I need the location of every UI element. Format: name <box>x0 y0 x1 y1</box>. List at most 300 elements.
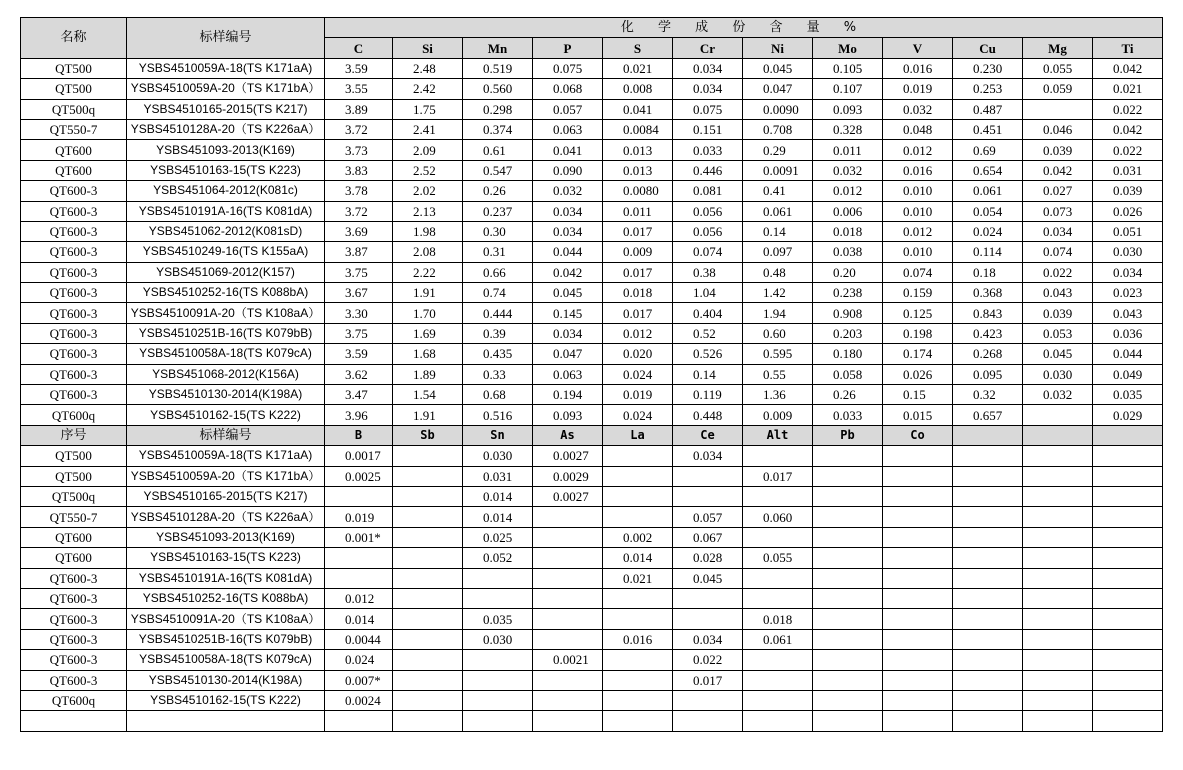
value-cell: 2.13 <box>393 201 463 221</box>
value-cell: 0.41 <box>743 181 813 201</box>
value-cell: 0.049 <box>1093 364 1163 384</box>
sample-code-cell: YSBS451062-2012(K081sD) <box>127 221 325 241</box>
value-cell: 0.032 <box>1023 385 1093 405</box>
value-cell <box>533 568 603 588</box>
value-cell <box>533 690 603 710</box>
value-cell: 0.15 <box>883 385 953 405</box>
value-cell: 3.30 <box>325 303 393 323</box>
header-code-2: 标样编号 <box>127 425 325 445</box>
value-cell: 0.055 <box>1023 58 1093 78</box>
value-cell: 1.69 <box>393 323 463 343</box>
value-cell: 0.29 <box>743 140 813 160</box>
value-cell: 3.83 <box>325 160 393 180</box>
value-cell <box>813 507 883 527</box>
value-cell: 0.032 <box>883 99 953 119</box>
value-cell <box>463 670 533 690</box>
element-header-mo: Mo <box>813 38 883 58</box>
value-cell: 0.075 <box>673 99 743 119</box>
grade-cell: QT600-3 <box>21 609 127 629</box>
value-cell: 0.26 <box>813 385 883 405</box>
blank-row <box>21 711 1163 731</box>
value-cell: 0.444 <box>463 303 533 323</box>
value-cell: 0.125 <box>883 303 953 323</box>
value-cell: 0.0080 <box>603 181 673 201</box>
empty-cell <box>325 711 393 731</box>
value-cell: 0.093 <box>533 405 603 425</box>
value-cell: 1.75 <box>393 99 463 119</box>
grade-cell: QT600-3 <box>21 629 127 649</box>
value-cell: 0.019 <box>603 385 673 405</box>
value-cell: 1.98 <box>393 221 463 241</box>
value-cell: 0.074 <box>673 242 743 262</box>
value-cell <box>1023 670 1093 690</box>
grade-cell: QT600-3 <box>21 588 127 608</box>
value-cell <box>463 690 533 710</box>
value-cell <box>1023 446 1093 466</box>
value-cell <box>673 588 743 608</box>
table-row <box>21 58 1163 78</box>
value-cell: 2.22 <box>393 262 463 282</box>
sample-code-cell: YSBS4510252-16(TS K088bA) <box>127 588 325 608</box>
value-cell: 0.009 <box>743 405 813 425</box>
empty-cell <box>953 711 1023 731</box>
value-cell: 0.298 <box>463 99 533 119</box>
value-cell: 0.042 <box>1093 119 1163 139</box>
grade-cell: QT600-3 <box>21 262 127 282</box>
value-cell <box>1023 609 1093 629</box>
value-cell: 0.017 <box>603 303 673 323</box>
empty-cell <box>463 711 533 731</box>
grade-cell: QT500 <box>21 58 127 78</box>
table-row <box>21 629 1163 649</box>
value-cell: 0.30 <box>463 221 533 241</box>
value-cell <box>533 629 603 649</box>
value-cell: 0.657 <box>953 405 1023 425</box>
table-row <box>21 446 1163 466</box>
value-cell: 0.026 <box>1093 201 1163 221</box>
value-cell <box>813 568 883 588</box>
value-cell: 0.057 <box>533 99 603 119</box>
value-cell: 0.843 <box>953 303 1023 323</box>
value-cell: 0.20 <box>813 262 883 282</box>
empty-cell <box>673 711 743 731</box>
grade-cell: QT500 <box>21 79 127 99</box>
value-cell: 0.268 <box>953 344 1023 364</box>
value-cell: 0.74 <box>463 283 533 303</box>
value-cell: 0.016 <box>883 58 953 78</box>
value-cell: 1.70 <box>393 303 463 323</box>
value-cell: 0.61 <box>463 140 533 160</box>
table-row <box>21 303 1163 323</box>
value-cell <box>1093 466 1163 486</box>
value-cell: 0.054 <box>953 201 1023 221</box>
value-cell: 0.019 <box>325 507 393 527</box>
value-cell: 0.595 <box>743 344 813 364</box>
value-cell: 0.014 <box>463 486 533 506</box>
value-cell <box>1093 446 1163 466</box>
value-cell: 3.59 <box>325 58 393 78</box>
table-row <box>21 466 1163 486</box>
value-cell: 0.022 <box>673 650 743 670</box>
value-cell: 0.31 <box>463 242 533 262</box>
sample-code-cell: YSBS4510058A-18(TS K079cA) <box>127 344 325 364</box>
table-body-blank <box>21 711 1163 731</box>
value-cell: 0.074 <box>883 262 953 282</box>
value-cell: 0.0090 <box>743 99 813 119</box>
value-cell: 0.448 <box>673 405 743 425</box>
grade-cell: QT600-3 <box>21 303 127 323</box>
element-header-la: La <box>603 425 673 445</box>
value-cell <box>533 588 603 608</box>
value-cell: 0.016 <box>883 160 953 180</box>
value-cell: 3.72 <box>325 119 393 139</box>
value-cell: 0.047 <box>533 344 603 364</box>
value-cell: 3.55 <box>325 79 393 99</box>
value-cell: 2.42 <box>393 79 463 99</box>
table-row <box>21 181 1163 201</box>
element-header-si: Si <box>393 38 463 58</box>
value-cell: 0.045 <box>673 568 743 588</box>
value-cell <box>953 690 1023 710</box>
value-cell: 0.039 <box>1023 140 1093 160</box>
value-cell <box>393 670 463 690</box>
grade-cell: QT600-3 <box>21 242 127 262</box>
value-cell: 0.013 <box>603 140 673 160</box>
value-cell <box>743 670 813 690</box>
value-cell <box>673 690 743 710</box>
value-cell: 0.036 <box>1093 323 1163 343</box>
value-cell: 3.96 <box>325 405 393 425</box>
grade-cell: QT500 <box>21 466 127 486</box>
sample-code-cell: YSBS4510059A-20（TS K171bA） <box>127 79 325 99</box>
value-cell <box>1023 629 1093 649</box>
value-cell <box>813 548 883 568</box>
value-cell <box>463 588 533 608</box>
sample-code-cell: YSBS4510059A-18(TS K171aA) <box>127 58 325 78</box>
value-cell <box>393 609 463 629</box>
value-cell <box>883 548 953 568</box>
value-cell <box>673 486 743 506</box>
value-cell: 0.107 <box>813 79 883 99</box>
value-cell <box>393 690 463 710</box>
value-cell: 0.114 <box>953 242 1023 262</box>
table-row <box>21 588 1163 608</box>
value-cell: 0.487 <box>953 99 1023 119</box>
value-cell <box>813 650 883 670</box>
value-cell: 0.237 <box>463 201 533 221</box>
value-cell: 0.159 <box>883 283 953 303</box>
value-cell <box>953 486 1023 506</box>
value-cell: 0.013 <box>603 160 673 180</box>
value-cell: 0.039 <box>1023 303 1093 323</box>
sample-code-cell: YSBS4510130-2014(K198A) <box>127 670 325 690</box>
sample-code-cell: YSBS4510128A-20（TS K226aA） <box>127 119 325 139</box>
table-row <box>21 650 1163 670</box>
value-cell <box>883 507 953 527</box>
grade-cell: QT550-7 <box>21 507 127 527</box>
value-cell: 1.91 <box>393 283 463 303</box>
sample-code-cell: YSBS4510165-2015(TS K217) <box>127 486 325 506</box>
grade-cell: QT600 <box>21 527 127 547</box>
value-cell: 2.48 <box>393 58 463 78</box>
grade-cell: QT550-7 <box>21 119 127 139</box>
value-cell <box>325 568 393 588</box>
value-cell <box>393 568 463 588</box>
value-cell <box>813 670 883 690</box>
value-cell <box>813 527 883 547</box>
value-cell <box>1093 650 1163 670</box>
value-cell: 0.203 <box>813 323 883 343</box>
value-cell <box>1093 588 1163 608</box>
value-cell <box>393 466 463 486</box>
grade-cell: QT500 <box>21 446 127 466</box>
value-cell: 0.021 <box>603 58 673 78</box>
value-cell: 0.026 <box>883 364 953 384</box>
value-cell: 3.75 <box>325 262 393 282</box>
sample-code-cell: YSBS4510059A-20（TS K171bA） <box>127 466 325 486</box>
value-cell: 0.0084 <box>603 119 673 139</box>
value-cell <box>1093 527 1163 547</box>
value-cell: 1.36 <box>743 385 813 405</box>
value-cell <box>463 568 533 588</box>
value-cell: 0.059 <box>1023 79 1093 99</box>
sample-code-cell: YSBS4510191A-16(TS K081dA) <box>127 201 325 221</box>
value-cell <box>1023 548 1093 568</box>
sample-code-cell: YSBS4510165-2015(TS K217) <box>127 99 325 119</box>
header-seq: 序号 <box>21 425 127 445</box>
value-cell: 3.67 <box>325 283 393 303</box>
value-cell: 0.067 <box>673 527 743 547</box>
value-cell: 0.034 <box>673 58 743 78</box>
value-cell <box>1093 507 1163 527</box>
value-cell: 0.018 <box>743 609 813 629</box>
grade-cell: QT600-3 <box>21 181 127 201</box>
value-cell <box>393 650 463 670</box>
value-cell <box>813 629 883 649</box>
value-cell: 0.180 <box>813 344 883 364</box>
value-cell: 0.039 <box>1093 181 1163 201</box>
table-row <box>21 140 1163 160</box>
empty-cell <box>743 711 813 731</box>
value-cell: 0.560 <box>463 79 533 99</box>
grade-cell: QT600-3 <box>21 221 127 241</box>
value-cell: 1.54 <box>393 385 463 405</box>
grade-cell: QT600 <box>21 160 127 180</box>
value-cell: 0.010 <box>883 181 953 201</box>
trace-header-row <box>21 425 1163 445</box>
value-cell: 0.090 <box>533 160 603 180</box>
value-cell: 0.018 <box>813 221 883 241</box>
value-cell: 1.89 <box>393 364 463 384</box>
value-cell: 0.068 <box>533 79 603 99</box>
value-cell: 0.012 <box>813 181 883 201</box>
value-cell: 0.061 <box>743 201 813 221</box>
value-cell: 2.08 <box>393 242 463 262</box>
value-cell: 0.041 <box>533 140 603 160</box>
sample-code-cell: YSBS4510130-2014(K198A) <box>127 385 325 405</box>
value-cell: 0.027 <box>1023 181 1093 201</box>
grade-cell: QT600 <box>21 548 127 568</box>
value-cell <box>393 507 463 527</box>
sample-code-cell: YSBS451068-2012(K156A) <box>127 364 325 384</box>
value-cell <box>743 650 813 670</box>
element-header-blank <box>1093 425 1163 445</box>
sample-code-cell: YSBS451064-2012(K081c) <box>127 181 325 201</box>
value-cell: 0.034 <box>673 629 743 649</box>
value-cell <box>1023 690 1093 710</box>
element-header-mg: Mg <box>1023 38 1093 58</box>
value-cell: 0.001* <box>325 527 393 547</box>
sample-code-cell: YSBS4510191A-16(TS K081dA) <box>127 568 325 588</box>
value-cell <box>603 670 673 690</box>
value-cell: 3.73 <box>325 140 393 160</box>
sample-code-cell: YSBS4510251B-16(TS K079bB) <box>127 323 325 343</box>
sample-code-cell: YSBS4510249-16(TS K155aA) <box>127 242 325 262</box>
value-cell <box>325 486 393 506</box>
value-cell: 0.081 <box>673 181 743 201</box>
value-cell <box>393 629 463 649</box>
value-cell: 0.045 <box>533 283 603 303</box>
value-cell: 1.68 <box>393 344 463 364</box>
value-cell <box>883 486 953 506</box>
element-header-sb: Sb <box>393 425 463 445</box>
value-cell: 0.034 <box>1023 221 1093 241</box>
value-cell <box>743 527 813 547</box>
value-cell: 0.032 <box>813 160 883 180</box>
value-cell: 0.66 <box>463 262 533 282</box>
value-cell <box>325 548 393 568</box>
value-cell <box>1023 527 1093 547</box>
value-cell: 0.0024 <box>325 690 393 710</box>
value-cell <box>953 609 1023 629</box>
sample-code-cell: YSBS4510058A-18(TS K079cA) <box>127 650 325 670</box>
value-cell: 0.194 <box>533 385 603 405</box>
value-cell: 0.016 <box>603 629 673 649</box>
value-cell: 0.042 <box>533 262 603 282</box>
value-cell: 3.62 <box>325 364 393 384</box>
value-cell: 0.423 <box>953 323 1023 343</box>
value-cell: 0.017 <box>743 466 813 486</box>
value-cell <box>393 486 463 506</box>
empty-cell <box>1023 711 1093 731</box>
value-cell <box>743 568 813 588</box>
value-cell: 0.061 <box>743 629 813 649</box>
value-cell: 0.230 <box>953 58 1023 78</box>
value-cell: 0.029 <box>1093 405 1163 425</box>
table-row <box>21 119 1163 139</box>
value-cell: 0.043 <box>1093 303 1163 323</box>
value-cell: 0.018 <box>603 283 673 303</box>
value-cell: 0.238 <box>813 283 883 303</box>
value-cell: 0.010 <box>883 242 953 262</box>
value-cell: 0.012 <box>603 323 673 343</box>
value-cell: 0.174 <box>883 344 953 364</box>
value-cell: 0.035 <box>1093 385 1163 405</box>
table-row <box>21 568 1163 588</box>
value-cell <box>883 527 953 547</box>
value-cell: 3.89 <box>325 99 393 119</box>
sample-code-cell: YSBS4510163-15(TS K223) <box>127 160 325 180</box>
sample-code-cell: YSBS4510059A-18(TS K171aA) <box>127 446 325 466</box>
value-cell: 0.017 <box>673 670 743 690</box>
value-cell: 0.151 <box>673 119 743 139</box>
value-cell: 0.034 <box>533 221 603 241</box>
value-cell: 2.02 <box>393 181 463 201</box>
value-cell <box>1023 568 1093 588</box>
table-header <box>21 18 1163 59</box>
value-cell: 0.012 <box>883 221 953 241</box>
value-cell <box>603 446 673 466</box>
value-cell <box>603 486 673 506</box>
value-cell: 0.14 <box>673 364 743 384</box>
value-cell <box>743 486 813 506</box>
empty-cell <box>127 711 325 731</box>
table-row <box>21 670 1163 690</box>
value-cell: 3.75 <box>325 323 393 343</box>
value-cell <box>1093 609 1163 629</box>
value-cell: 0.198 <box>883 323 953 343</box>
sample-code-cell: YSBS4510091A-20（TS K108aA） <box>127 609 325 629</box>
value-cell: 0.002 <box>603 527 673 547</box>
value-cell <box>393 527 463 547</box>
value-cell <box>953 670 1023 690</box>
value-cell: 1.42 <box>743 283 813 303</box>
value-cell: 0.0044 <box>325 629 393 649</box>
value-cell <box>743 588 813 608</box>
value-cell: 0.010 <box>883 201 953 221</box>
value-cell: 0.547 <box>463 160 533 180</box>
value-cell: 0.007* <box>325 670 393 690</box>
table-row <box>21 486 1163 506</box>
value-cell: 0.60 <box>743 323 813 343</box>
value-cell <box>883 670 953 690</box>
value-cell: 0.038 <box>813 242 883 262</box>
empty-cell <box>813 711 883 731</box>
value-cell <box>1023 405 1093 425</box>
value-cell <box>673 609 743 629</box>
value-cell: 0.030 <box>463 629 533 649</box>
element-header-ni: Ni <box>743 38 813 58</box>
value-cell: 0.012 <box>325 588 393 608</box>
grade-cell: QT600-3 <box>21 201 127 221</box>
value-cell: 0.39 <box>463 323 533 343</box>
value-cell: 0.526 <box>673 344 743 364</box>
value-cell: 0.38 <box>673 262 743 282</box>
empty-cell <box>393 711 463 731</box>
value-cell <box>953 507 1023 527</box>
value-cell <box>1023 99 1093 119</box>
value-cell: 0.058 <box>813 364 883 384</box>
value-cell <box>813 690 883 710</box>
value-cell: 0.0029 <box>533 466 603 486</box>
value-cell <box>1093 568 1163 588</box>
value-cell: 0.0025 <box>325 466 393 486</box>
value-cell <box>533 507 603 527</box>
empty-cell <box>533 711 603 731</box>
table-body-main <box>21 58 1163 425</box>
value-cell: 0.052 <box>463 548 533 568</box>
table-row <box>21 201 1163 221</box>
value-cell: 0.014 <box>325 609 393 629</box>
value-cell: 0.034 <box>533 201 603 221</box>
value-cell <box>603 588 673 608</box>
composition-table <box>20 17 1163 732</box>
value-cell <box>743 690 813 710</box>
empty-cell <box>21 711 127 731</box>
value-cell: 0.041 <box>603 99 673 119</box>
value-cell: 0.023 <box>1093 283 1163 303</box>
value-cell: 0.022 <box>1093 99 1163 119</box>
